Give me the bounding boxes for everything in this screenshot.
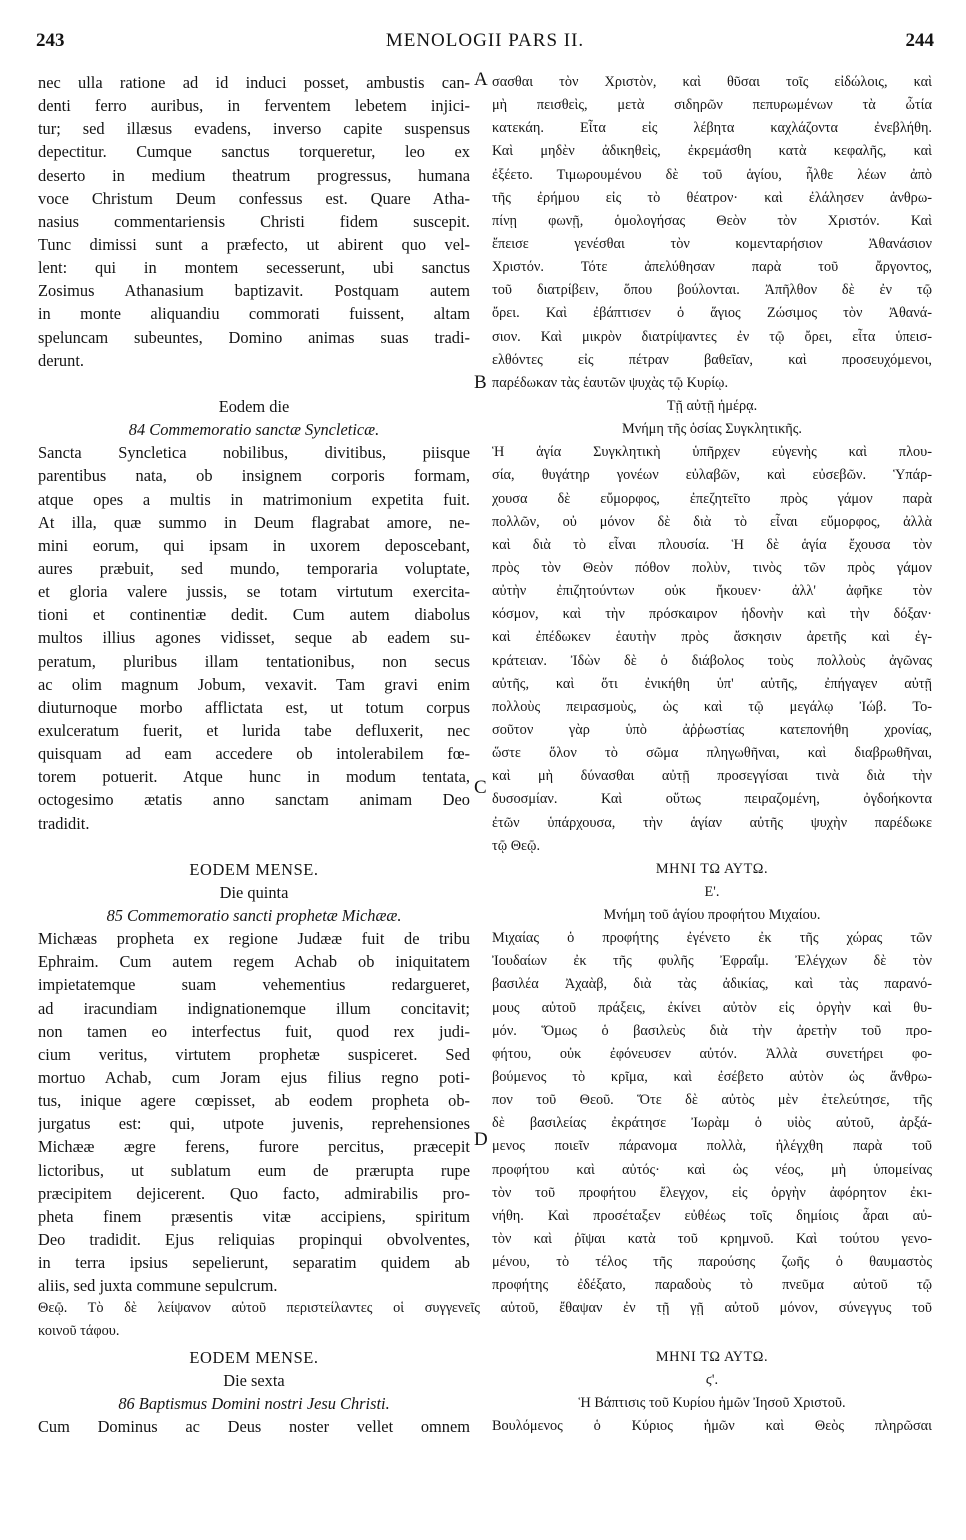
text-line: ϛ'. bbox=[705, 1372, 719, 1389]
text-line: lent: qui in montem secesserunt, ubi sanctus bbox=[38, 258, 470, 278]
text-line: 86 Baptismus Domini nostri Jesu Christi. bbox=[118, 1394, 390, 1414]
text-line: πολλῶν, οὐ μόνον δὲ διὰ τὸ εἶναι εὔμορφος, ἀλλὰ bbox=[492, 513, 932, 530]
text-line: σοῦτον γὰρ ὑπὸ ἀῤῥωστίας κατεπονήθη χρονίας, bbox=[492, 721, 932, 738]
text-line: ΜΗΝΙ ΤΩ ΑΥΤΩ. bbox=[655, 860, 769, 877]
text-line bbox=[38, 372, 470, 395]
text-line: exulceratum fuerit, et lurida tabe defluxerit, nec bbox=[38, 720, 470, 740]
text-line: lictoribus, ut sublatum eum de prærupta rupe bbox=[38, 1160, 470, 1180]
text-line: nec ulla ratione ad id induci posset, ambustis can- bbox=[38, 73, 470, 92]
text-line: voce Christum Deum confessus est. Quare Atha- bbox=[38, 188, 470, 208]
text-line: σία, θυγάτηρ γονέων εὐλαβῶν, καὶ εὐσεβῶν. Ὑπάρ- bbox=[492, 467, 932, 484]
text-line: ἔπεισε γενέσθαι τὸν κομενταρήσιον Ἀθανάσιον bbox=[492, 235, 932, 252]
text-line: ΜΗΝΙ ΤΩ ΑΥΤΩ. bbox=[655, 1349, 769, 1365]
text-line: EODEM MENSE. bbox=[189, 859, 319, 879]
text-line: ἐτῶν ὑπάρχουσα, τὴν ἁγίαν αὐτῆς ψυχὴν παρέδωκε bbox=[492, 814, 932, 831]
text-line: ἐξέετο. Τιμωρουμένου δὲ τοῦ ἁγίου, ἦλθε λέων ἀπὸ bbox=[492, 166, 932, 183]
text-line: ελθόντες εἰς πέτραν βαθεῖαν, καὶ προσευχόμενοι, bbox=[492, 351, 932, 368]
text-line: Ε'. bbox=[704, 883, 720, 900]
text-line: quisquam ad eam accedere ob intolerabilem fœ- bbox=[38, 744, 470, 764]
text-line: derunt. bbox=[38, 350, 84, 370]
text-line: φήτου, οὐκ ἐφόνευσεν αὐτόν. Ἀλλὰ συνετήρει φο- bbox=[492, 1045, 932, 1062]
text-line: Χριστόν. Τότε ἀπελύθησαν παρὰ τοῦ ἄργοντος, bbox=[492, 259, 932, 276]
margin-letter-d: D bbox=[474, 1129, 488, 1150]
text-line: octogesimo ætatis anno sanctam animam Deo bbox=[38, 790, 470, 810]
text-line: σασθαι τὸν Χριστὸν, καὶ θῦσαι τοῖς εἰδώλοις, καὶ bbox=[492, 74, 932, 90]
latin-column-continued bbox=[38, 1346, 470, 1439]
text-line: προφήτου καὶ αὐτός· καὶ ὡς νέος, μὴ ὑπομείνας bbox=[492, 1161, 932, 1178]
text-line: præcipitem dejicerent. Quo facto, admirabilis pro- bbox=[38, 1183, 470, 1203]
text-line: τὸν τοῦ προφήτου ἔλεγχον, εἰς ὀργὴν ἀφόρητον ἐκι- bbox=[492, 1184, 932, 1201]
text-line: Καὶ μηδὲν ἀδικηθεὶς, ἐκρεμάσθη κατὰ κεφαλῆς, καὶ bbox=[492, 143, 932, 160]
text-line: tur; sed illæsus evadens, inverso capite suspensus bbox=[38, 119, 470, 139]
text-line: ad iracundiam indignationemque illum concitavit; bbox=[38, 998, 470, 1018]
text-line: κόσμον, καὶ τὴν πρόσκαιρον ἡδονὴν καὶ τὴν δόξαν· bbox=[492, 606, 932, 623]
text-line: diuturnoque morbo afflictata est, ut totum corpus bbox=[38, 697, 470, 717]
text-line: τῆς ἐρήμου εἰς τὸ θέατρον· καὶ ἐλάλησεν ἀνθρω- bbox=[492, 189, 932, 206]
text-line: depectitur. Cumque sanctus torqueretur, leo ex bbox=[38, 142, 470, 162]
text-line: κοινοῦ τάφου. bbox=[38, 1323, 120, 1340]
text-line: πον τοῦ Θεοῦ. Ὅτε δὲ αὐτὸς μὲν ἐτελεύτησε, τῆς bbox=[492, 1092, 932, 1109]
text-line: Die sexta bbox=[223, 1371, 285, 1391]
text-line: parentibus nata, ob insignem corporis formam, bbox=[38, 466, 470, 486]
text-line: tus, inique agere cœpisset, ab eodem propheta ob- bbox=[38, 1091, 470, 1111]
text-line: nasius commentariensis Christi fidem suscepit. bbox=[38, 211, 470, 231]
text-line: πίνῃ φωνῇ, ὁμολογήσας Θεὸν τὸν Χριστόν. Καὶ bbox=[492, 212, 932, 229]
text-line: mortuo Achab, cum Joram ejus filius regno poti- bbox=[38, 1068, 470, 1088]
text-line: Zosimus Athanasium baptizavit. Postquam autem bbox=[38, 281, 470, 301]
text-line: βασιλέα Ἀχαὰβ, διὰ τὰς ἀδικίας, καὶ τὰς παρανό- bbox=[492, 976, 932, 993]
greek-spanning-lines bbox=[38, 1297, 932, 1343]
margin-letter-a: A bbox=[474, 69, 488, 90]
page-number-left: 243 bbox=[36, 30, 65, 51]
text-line bbox=[38, 835, 470, 858]
text-line: μενος ποιεῖν πάρανομα πολλὰ, ἠλέγχθη παρὰ τοῦ bbox=[492, 1138, 932, 1155]
margin-letter-c: C bbox=[474, 777, 487, 798]
text-line: denti ferro auribus, in ferventem lebetem injici- bbox=[38, 96, 470, 116]
running-title: MENOLOGII PARS II. bbox=[385, 30, 585, 51]
text-line: non tamen eo interfectus fuit, quod rex judi- bbox=[38, 1021, 470, 1041]
text-line: Θεῷ. Τὸ δὲ λείψανον αὐτοῦ περιστείλαντες οἱ συγγενεῖς αὐτοῦ, ἔθαψαν ἐν τῇ γῇ αὐτοῦ μόνον, σύνεγγυς τοῦ bbox=[38, 1300, 932, 1316]
text-line: πολλοὺς πειρασμοὺς, ὡς καὶ τῷ μεγάλῳ Ἰώβ. Το- bbox=[492, 698, 932, 715]
text-line: προφήτης ἐδέξατο, παραδοὺς τὸ πνεῦμα αὐτοῦ τῷ bbox=[492, 1277, 932, 1294]
text-line: peratum, pluribus illam tentationibus, non secus bbox=[38, 651, 470, 671]
text-line: Cum Dominus ac Deus noster vellet omnem bbox=[38, 1417, 470, 1437]
page-header bbox=[36, 30, 934, 58]
text-line: ac olim magnum Jobum, vexavit. Tam gravi enim bbox=[38, 674, 470, 694]
greek-column-continued bbox=[492, 1346, 932, 1439]
text-line: καὶ μὴ δύνασθαι αὐτῇ προσεγγίσαι τινὰ διὰ τὴν bbox=[492, 768, 932, 785]
text-line: Μιχαίας ὁ προφήτης ἐγένετο ἐκ τῆς χώρας τῶν bbox=[492, 930, 932, 947]
text-line: αὐτῆς, καὶ ὅτι ἐνικήθη ὑπ' αὐτῆς, ἐπήγαγεν αὐτῇ bbox=[492, 675, 932, 692]
text-line: pheta finem præsentis vitæ accipiens, spiritum bbox=[38, 1206, 470, 1226]
text-line: et gloria valere jussis, se totam virtutum exercita- bbox=[38, 582, 470, 602]
text-line: παρέδωκαν τὰς ἑαυτῶν ψυχὰς τῷ Κυρίῳ. bbox=[492, 374, 729, 391]
text-line: multos illius agones vidisset, seque ab eadem su- bbox=[38, 628, 470, 648]
text-line: Ἡ Βάπτισις τοῦ Κυρίου ἡμῶν Ἰησοῦ Χριστοῦ. bbox=[578, 1395, 846, 1412]
text-line: Michææ ægre ferens, furore percitus, præcepit bbox=[38, 1137, 470, 1157]
text-line: κατεκάη. Εἶτα εἰς λέβητα καχλάζοντα ἐνεβλήθη. bbox=[492, 120, 932, 137]
text-line: aliis, sed juxta commune sepulcrum. bbox=[38, 1276, 278, 1296]
text-line: ὄρει. Καὶ ἐβάπτισεν ὁ ἅγιος Ζώσιμος τὸν Ἀθανά- bbox=[492, 305, 932, 322]
text-line: jurgatus est: qui, utpote juvenis, reprehensiones bbox=[38, 1114, 470, 1134]
text-line: torem potuerit. Atque hunc in modum tentata, bbox=[38, 767, 470, 787]
text-line: atque opes a multis in matrimonium expetita fuit. bbox=[38, 489, 470, 509]
text-line: δυσοσμίαν. Καὶ οὕτως πειραζομένη, ὀγδοήκοντα bbox=[492, 791, 932, 808]
text-line: Michæas propheta ex regione Judææ fuit de tribu bbox=[38, 929, 470, 949]
text-line: δὲ βασιλείας ἐκράτησε Ἰωρὰμ ὁ υἱὸς αὐτοῦ, ἀρξά- bbox=[492, 1115, 932, 1132]
text-line: Eodem die bbox=[218, 396, 290, 416]
text-line: Ἡ ἁγία Συγκλητικὴ ὑπῆρχεν εὐγενὴς καὶ πλου- bbox=[492, 444, 932, 461]
text-line: 85 Commemoratio sancti prophetæ Michææ. bbox=[106, 906, 402, 926]
text-line: in terra ipsius sepelierunt, separatim quidem ab bbox=[38, 1253, 470, 1273]
text-line: πρὸς τὸν Θεὸν πόθον πολὺν, τινὸς τῶν πρὸς γάμον bbox=[492, 559, 932, 576]
text-line: Sancta Syncletica nobilibus, divitibus, piisque bbox=[38, 443, 470, 463]
text-line: χουσα δὲ εὔμορφος, ἐπεζητεῖτο πρὸς γάμον παρὰ bbox=[492, 490, 932, 507]
text-line: νήθη. Καὶ προσέταξεν εὐθέως τοῖς δημίοις ἆραι αὐ- bbox=[492, 1207, 932, 1224]
text-line: Βουλόμενος ὁ Κύριος ἡμῶν καὶ Θεὸς πληρῶσαι bbox=[492, 1418, 932, 1435]
text-line: cium veritus, virtutem prophetæ suspiceret. Sed bbox=[38, 1044, 470, 1064]
text-line: τῷ Θεῷ. bbox=[492, 837, 541, 854]
text-line: μόν. Ὅμως ὁ βασιλεὺς διὰ τὴν ἀρετὴν τοῦ προ- bbox=[492, 1022, 932, 1039]
text-line: μους αὐτοῦ πράξεις, ἐκίνει αὐτὸν εἰς ὀργὴν καὶ θυ- bbox=[492, 999, 932, 1016]
text-line: καὶ ἐπέδωκεν ἑαυτὴν πρὸς ἄσκησιν ἀρετῆς καὶ ἐγ- bbox=[492, 629, 932, 646]
text-line: At illa, quæ summo in Deum flagrabat amore, ne- bbox=[38, 512, 470, 532]
text-line: βούμενος τὸ κρῖμα, καὶ ἐσέβετο αὐτὸν ὡς ἄνθρω- bbox=[492, 1069, 932, 1086]
text-line: σιον. Καὶ μικρὸν διατρίψαντες ἐν τῷ ὄρει, εἶτα ὑπεισ- bbox=[492, 328, 932, 345]
margin-letter-b: B bbox=[474, 372, 487, 393]
text-line: κράτειαν. Ἰδὼν δὲ ὁ διάβολος τοὺς πολλοὺς ἀγῶνας bbox=[492, 652, 932, 669]
text-line: in monte aliquandiu commorati fuissent, altam bbox=[38, 304, 470, 324]
text-line: καὶ διὰ τὸ εἶναι πλουσία. Ἡ δὲ ἁγία ἔχουσα τὸν bbox=[492, 536, 932, 553]
text-line: Μνήμη τῆς ὁσίας Συγκλητικῆς. bbox=[622, 421, 802, 438]
text-line: tioni et continentiæ dedit. Cum autem diabolus bbox=[38, 605, 470, 625]
text-line: tradidit. bbox=[38, 813, 90, 833]
text-line: Die quinta bbox=[219, 882, 289, 902]
text-line: 84 Commemoratio sanctæ Syncleticæ. bbox=[128, 420, 380, 440]
text-line: Ephraim. Cum autem regem Achab ob iniquitatem bbox=[38, 952, 470, 972]
text-line: ὥστε ὅλον τὸ σῶμα πληγωθῆναι, καὶ διαβρωθῆναι, bbox=[492, 745, 932, 762]
text-line: impietatemque suam vehementius redargueret, bbox=[38, 975, 470, 995]
text-line: mini eorum, qui ipsam in uxorem deposcebant, bbox=[38, 535, 470, 555]
page-number-right: 244 bbox=[905, 30, 934, 51]
text-line: Ἰουδαίων ἐκ τῆς φυλῆς Ἐφραΐμ. Ἐλέγχων δὲ τὸν bbox=[492, 953, 932, 970]
text-line: Μνήμη τοῦ ἁγίου προφήτου Μιχαίου. bbox=[603, 907, 821, 924]
text-line: Deo tradidit. Ejus reliquias propinqui obvolventes, bbox=[38, 1230, 470, 1250]
latin-column bbox=[38, 71, 470, 1297]
text-line: speluncam subeuntes, Domino animas suas tradi- bbox=[38, 327, 470, 347]
text-line: μὴ πεισθεὶς, μετὰ σιδηρῶν πεπυρωμένων τὰ ὦτία bbox=[492, 97, 932, 114]
text-line: Tunc dimissi sunt a præfecto, ut abirent quo vel- bbox=[38, 234, 470, 254]
text-line: μένου, τὸ τέλος τῆς παρούσης ζωῆς ὁ θαυμαστὸς bbox=[492, 1254, 932, 1271]
text-line: τὸν καὶ ῥῖψαι κατὰ τοῦ κρημνοῦ. Καὶ τούτου γενο- bbox=[492, 1231, 932, 1248]
text-line: αὐτὴν ἐπιζητούντων οὐκ ἤκουεν· ἀλλ' ἀφῆκε τὸν bbox=[492, 583, 932, 600]
text-line: aures præbuit, sed mundo, temporaria voluptate, bbox=[38, 558, 470, 578]
greek-column bbox=[492, 71, 932, 1297]
text-line: deserto in medium theatrum progressus, humana bbox=[38, 165, 470, 185]
text-line: τοῦ διατρίβειν, ὅπου βούλονται. Ἀπῆλθον δὲ ἐν τῷ bbox=[492, 282, 932, 299]
text-line: Τῇ αὐτῇ ἡμέρᾳ. bbox=[666, 397, 758, 414]
text-line: EODEM MENSE. bbox=[189, 1348, 319, 1367]
